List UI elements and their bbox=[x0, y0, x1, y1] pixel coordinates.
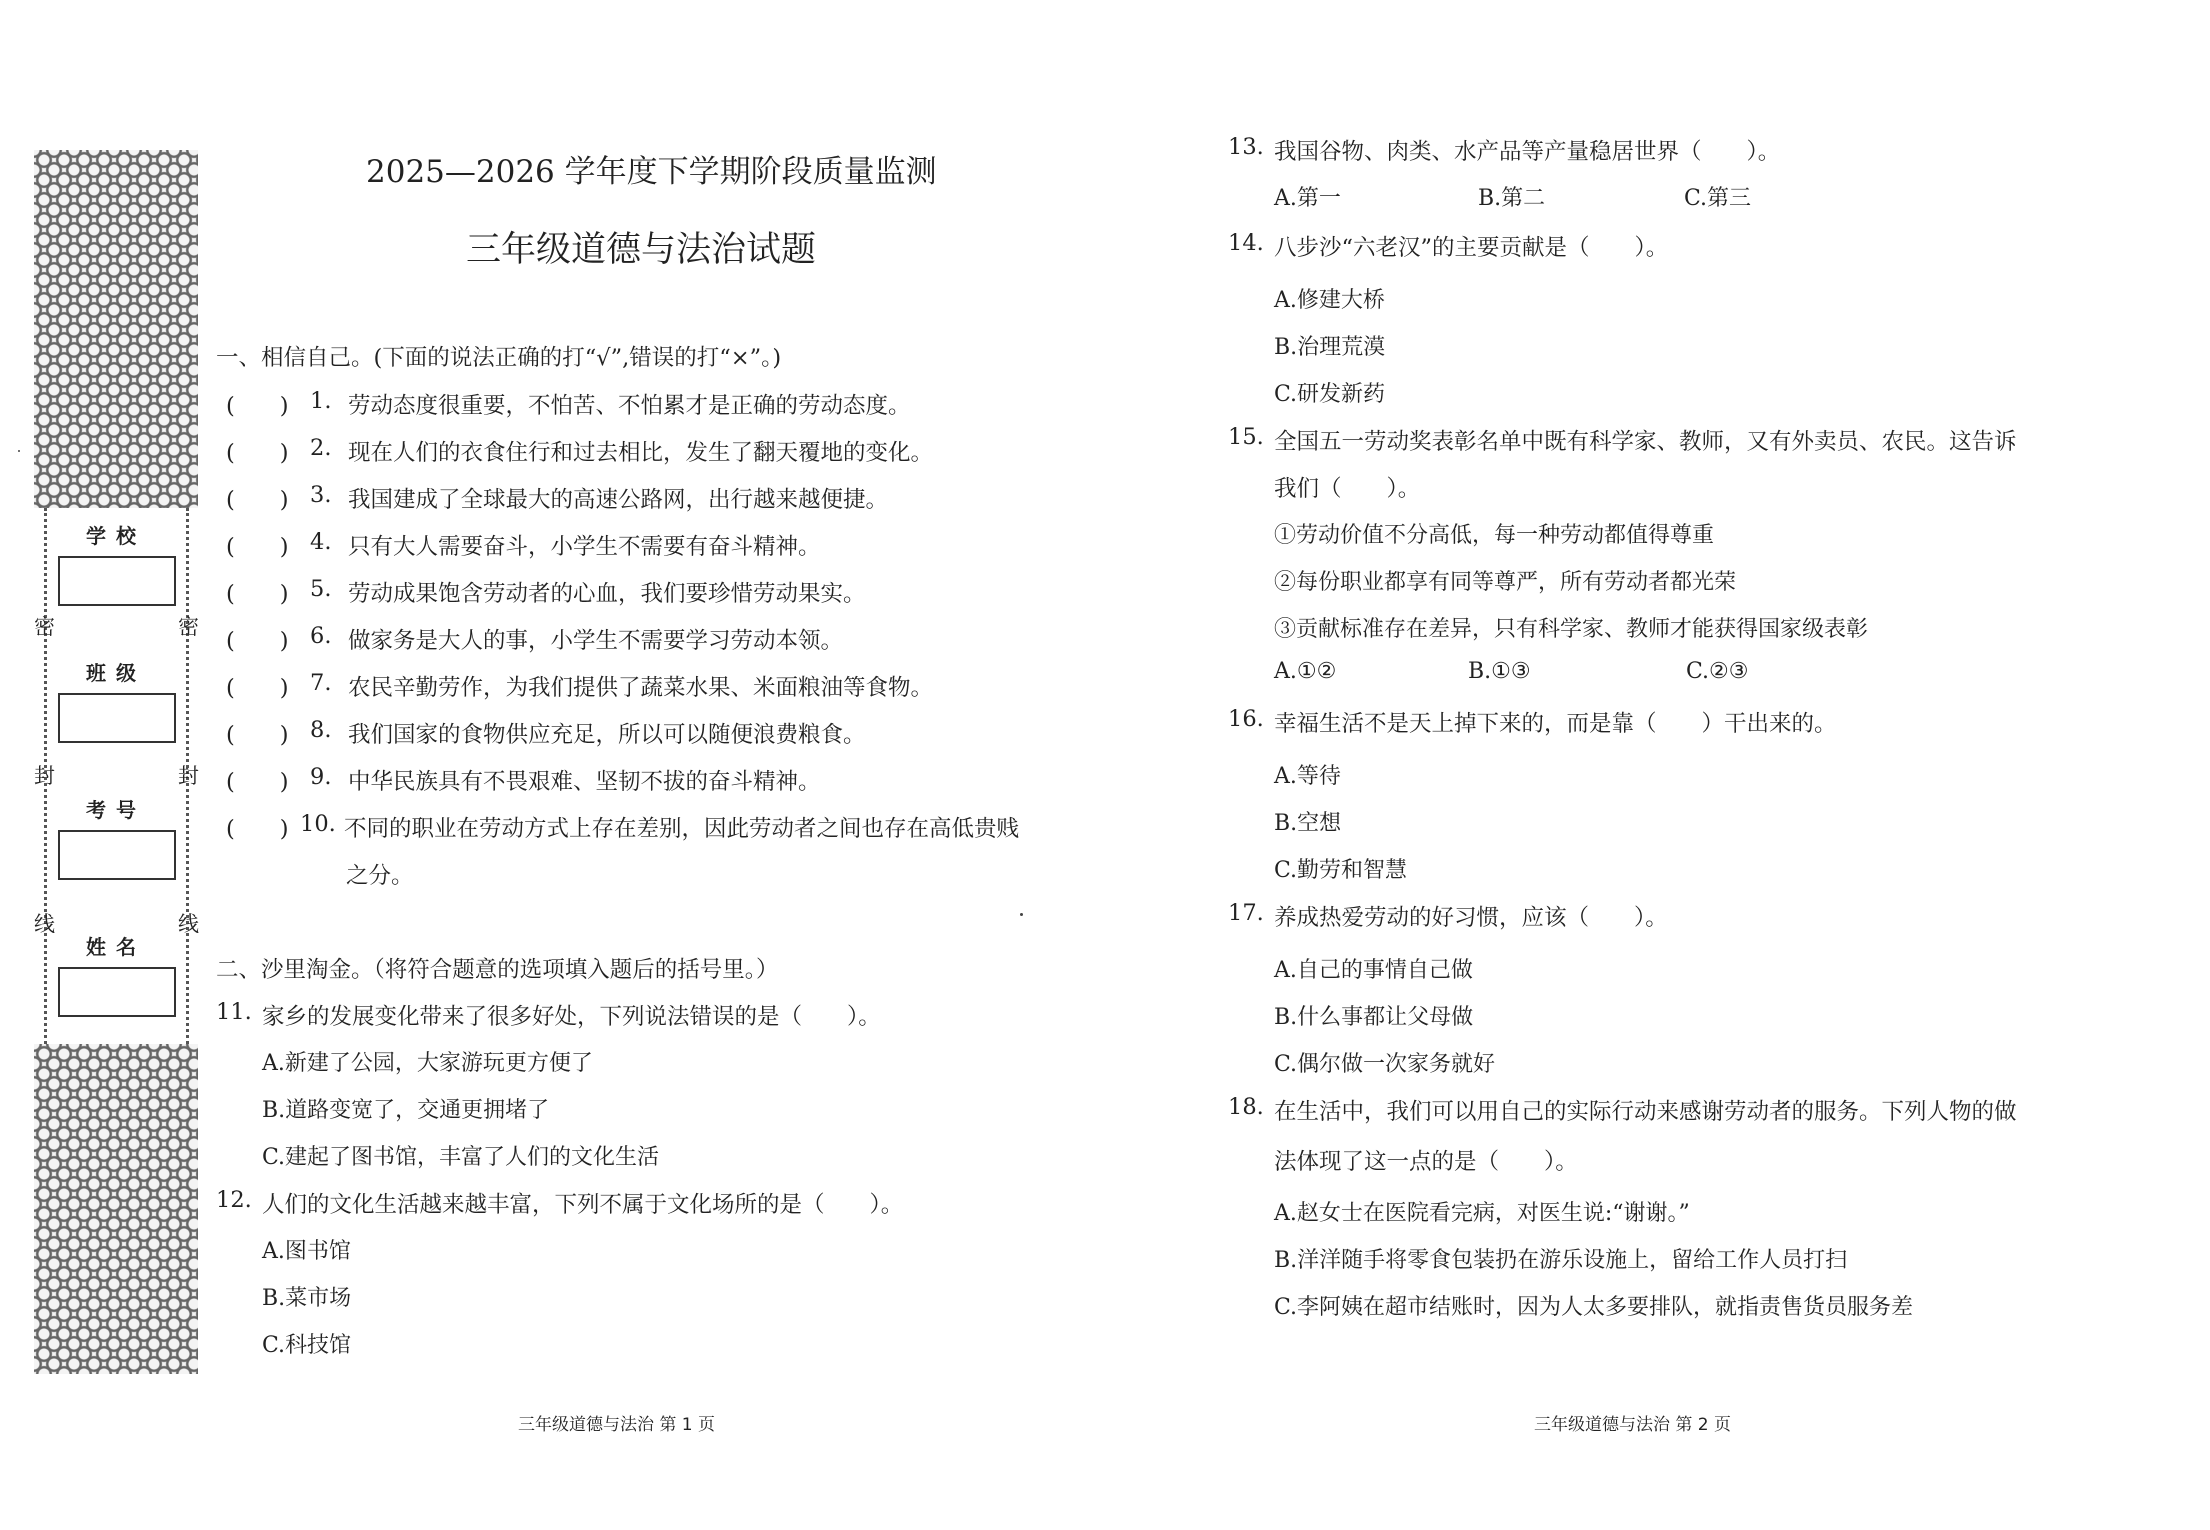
question-number: 17. bbox=[1228, 900, 1264, 926]
seal-mi-left: 密 bbox=[34, 615, 55, 639]
scan-speck bbox=[18, 450, 20, 452]
option-c[interactable]: C.②③ bbox=[1686, 659, 1749, 684]
item-text: 只有大人需要奋斗，小学生不需要有奋斗精神。 bbox=[348, 534, 821, 560]
option-b[interactable]: B.什么事都让父母做 bbox=[1274, 1005, 1474, 1030]
answer-bracket[interactable]: ( ) bbox=[226, 769, 289, 795]
item-text: 中华民族具有不畏艰难、坚韧不拔的奋斗精神。 bbox=[348, 769, 821, 795]
question-text: 养成热爱劳动的好习惯，应该（ ）。 bbox=[1274, 905, 1668, 931]
item-text: 我国建成了全球最大的高速公路网，出行越来越便捷。 bbox=[348, 487, 889, 513]
exam-number-field[interactable] bbox=[58, 830, 176, 880]
option-a[interactable]: A.新建了公园，大家游玩更方便了 bbox=[262, 1051, 593, 1076]
option-c[interactable]: C.科技馆 bbox=[262, 1333, 352, 1358]
question-number: 15. bbox=[1228, 424, 1264, 450]
answer-bracket[interactable]: ( ) bbox=[226, 581, 289, 607]
exam-title: 2025—2026 学年度下学期阶段质量监测 bbox=[366, 154, 937, 190]
name-label: 姓名 bbox=[86, 935, 146, 959]
option-b[interactable]: B.①③ bbox=[1468, 659, 1531, 684]
name-field[interactable] bbox=[58, 967, 176, 1017]
answer-bracket[interactable]: ( ) bbox=[226, 722, 289, 748]
question-number: 11. bbox=[216, 999, 252, 1025]
answer-bracket[interactable]: ( ) bbox=[226, 816, 289, 842]
seal-feng-left: 封 bbox=[34, 764, 55, 788]
seal-xian-left: 线 bbox=[34, 912, 55, 936]
option-a[interactable]: A.自己的事情自己做 bbox=[1274, 958, 1473, 983]
question-text-continued: 我们（ ）。 bbox=[1274, 476, 1421, 502]
page2-footer: 三年级道德与法治 第 2 页 bbox=[1534, 1415, 1732, 1435]
option-c[interactable]: C.偶尔做一次家务就好 bbox=[1274, 1052, 1496, 1077]
item-text: 农民辛勤劳作，为我们提供了蔬菜水果、米面粮油等食物。 bbox=[348, 675, 934, 701]
option-a[interactable]: A.赵女士在医院看完病，对医生说:“谢谢。” bbox=[1274, 1201, 1690, 1226]
item-number: 8. bbox=[310, 717, 332, 743]
option-b[interactable]: B.空想 bbox=[1274, 811, 1342, 836]
question-text: 全国五一劳动奖表彰名单中既有科学家、教师，又有外卖员、农民。这告诉 bbox=[1274, 429, 2017, 455]
answer-bracket[interactable]: ( ) bbox=[226, 393, 289, 419]
item-text: 做家务是大人的事，小学生不需要学习劳动本领。 bbox=[348, 628, 844, 654]
item-text: 现在人们的衣食住行和过去相比，发生了翻天覆地的变化。 bbox=[348, 440, 934, 466]
item-number: 2. bbox=[310, 435, 332, 461]
item-text: 劳动成果饱含劳动者的心血，我们要珍惜劳动果实。 bbox=[348, 581, 866, 607]
page1-footer: 三年级道德与法治 第 1 页 bbox=[518, 1415, 716, 1435]
question-number: 12. bbox=[216, 1187, 252, 1213]
question-text: 家乡的发展变化带来了很多好处，下列说法错误的是（ ）。 bbox=[262, 1004, 881, 1030]
exam-subtitle: 三年级道德与法治试题 bbox=[466, 230, 817, 270]
item-number: 1. bbox=[310, 388, 332, 414]
section2-heading: 二、沙里淘金。（将符合题意的选项填入题后的括号里。） bbox=[216, 957, 779, 983]
item-text-continued: 之分。 bbox=[346, 863, 414, 889]
option-c[interactable]: C.第三 bbox=[1684, 186, 1752, 211]
binding-pattern-top bbox=[34, 150, 198, 508]
seal-mi-right: 密 bbox=[178, 615, 199, 639]
answer-bracket[interactable]: ( ) bbox=[226, 628, 289, 654]
option-b[interactable]: B.治理荒漠 bbox=[1274, 335, 1386, 360]
binding-pattern-bottom bbox=[34, 1044, 198, 1374]
option-a[interactable]: A.图书馆 bbox=[262, 1239, 351, 1264]
answer-bracket[interactable]: ( ) bbox=[226, 534, 289, 560]
option-a[interactable]: A.第一 bbox=[1274, 186, 1341, 211]
question-text: 在生活中，我们可以用自己的实际行动来感谢劳动者的服务。下列人物的做 bbox=[1274, 1099, 2017, 1125]
exam-number-label: 考号 bbox=[86, 798, 146, 822]
option-b[interactable]: B.第二 bbox=[1478, 186, 1546, 211]
option-c[interactable]: C.建起了图书馆，丰富了人们的文化生活 bbox=[262, 1145, 660, 1170]
item-number: 10. bbox=[300, 811, 336, 837]
question-text: 我国谷物、肉类、水产品等产量稳居世界（ ）。 bbox=[1274, 139, 1781, 165]
statement-2: ②每份职业都享有同等尊严，所有劳动者都光荣 bbox=[1274, 570, 1737, 595]
question-number: 16. bbox=[1228, 706, 1264, 732]
school-label: 学校 bbox=[86, 524, 146, 548]
school-field[interactable] bbox=[58, 556, 176, 606]
question-number: 13. bbox=[1228, 134, 1264, 160]
option-a[interactable]: A.①② bbox=[1274, 659, 1337, 684]
seal-xian-right: 线 bbox=[178, 912, 199, 936]
answer-bracket[interactable]: ( ) bbox=[226, 675, 289, 701]
option-b[interactable]: B.菜市场 bbox=[262, 1286, 352, 1311]
item-number: 6. bbox=[310, 623, 332, 649]
item-number: 9. bbox=[310, 764, 332, 790]
question-text: 幸福生活不是天上掉下来的，而是靠（ ）干出来的。 bbox=[1274, 711, 1837, 737]
answer-bracket[interactable]: ( ) bbox=[226, 487, 289, 513]
item-number: 3. bbox=[310, 482, 332, 508]
answer-bracket[interactable]: ( ) bbox=[226, 440, 289, 466]
item-number: 4. bbox=[310, 529, 332, 555]
item-text: 不同的职业在劳动方式上存在差别，因此劳动者之间也存在高低贵贱 bbox=[344, 816, 1020, 842]
question-text: 八步沙“六老汉”的主要贡献是（ ）。 bbox=[1274, 235, 1669, 261]
option-a[interactable]: A.等待 bbox=[1274, 764, 1341, 789]
option-c[interactable]: C.勤劳和智慧 bbox=[1274, 858, 1408, 883]
question-text: 人们的文化生活越来越丰富，下列不属于文化场所的是（ ）。 bbox=[262, 1192, 904, 1218]
statement-3: ③贡献标准存在差异，只有科学家、教师才能获得国家级表彰 bbox=[1274, 617, 1869, 642]
item-text: 我们国家的食物供应充足，所以可以随便浪费粮食。 bbox=[348, 722, 866, 748]
option-c[interactable]: C.李阿姨在超市结账时，因为人太多要排队，就指责售货员服务差 bbox=[1274, 1295, 1914, 1320]
question-number: 14. bbox=[1228, 230, 1264, 256]
item-number: 5. bbox=[310, 576, 332, 602]
question-number: 18. bbox=[1228, 1094, 1264, 1120]
section1-heading: 一、相信自己。(下面的说法正确的打“√”,错误的打“×”。) bbox=[216, 345, 782, 371]
seal-feng-right: 封 bbox=[178, 764, 199, 788]
item-number: 7. bbox=[310, 670, 332, 696]
option-c[interactable]: C.研发新药 bbox=[1274, 382, 1386, 407]
class-field[interactable] bbox=[58, 693, 176, 743]
scan-speck bbox=[1020, 913, 1023, 916]
question-text-continued: 法体现了这一点的是（ ）。 bbox=[1274, 1149, 1578, 1175]
option-b[interactable]: B.洋洋随手将零食包装扔在游乐设施上，留给工作人员打扫 bbox=[1274, 1248, 1848, 1273]
item-text: 劳动态度很重要，不怕苦、不怕累才是正确的劳动态度。 bbox=[348, 393, 911, 419]
class-label: 班级 bbox=[86, 661, 146, 685]
statement-1: ①劳动价值不分高低，每一种劳动都值得尊重 bbox=[1274, 523, 1715, 548]
option-b[interactable]: B.道路变宽了，交通更拥堵了 bbox=[262, 1098, 550, 1123]
option-a[interactable]: A.修建大桥 bbox=[1274, 288, 1385, 313]
